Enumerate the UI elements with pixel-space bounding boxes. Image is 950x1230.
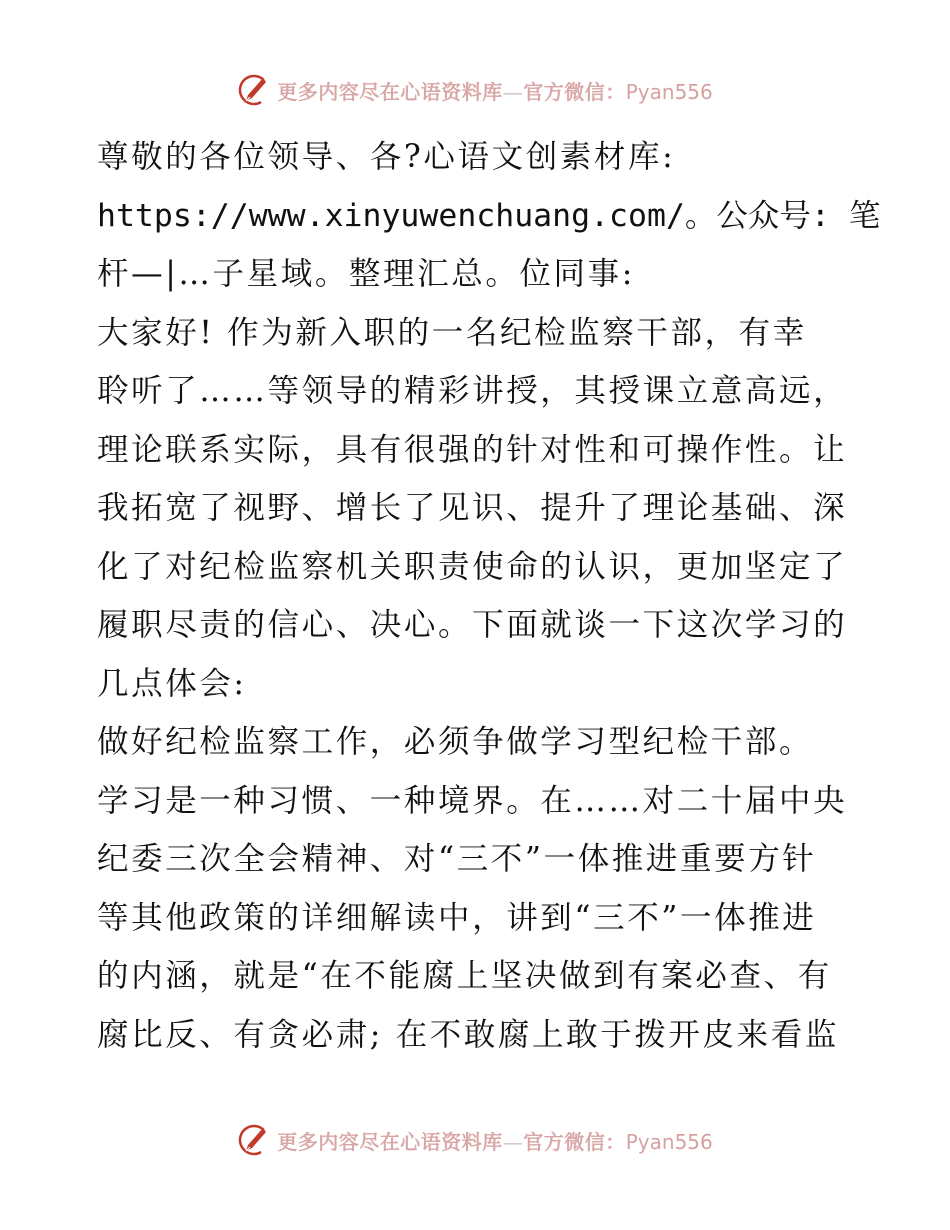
quill-pen-logo-icon xyxy=(237,1123,271,1157)
text-line: 等其他政策的详细解读中，讲到“三不”一体推进 xyxy=(97,899,817,936)
banner-text xyxy=(277,1126,713,1155)
banner-contact-id: Pyan556 xyxy=(625,79,713,104)
text-line: 几点体会: xyxy=(97,665,247,702)
text-line: 化了对纪检监察机关职责使命的认识，更加坚定了 xyxy=(97,548,848,585)
banner-separator: — xyxy=(502,1129,524,1154)
paragraph-study xyxy=(97,713,867,1064)
paragraph-intro xyxy=(97,304,867,714)
text-line: 我拓宽了视野、增长了见识、提升了理论基础、深 xyxy=(97,490,848,526)
banner-brand-text: 更多内容尽在心语资料库 xyxy=(277,79,503,104)
text-line: 做好纪检监察工作，必须争做学习型纪检干部。 xyxy=(97,724,814,760)
paragraph-greeting xyxy=(97,128,881,304)
text-line: 杆—|…子星域。整理汇总。位同事: xyxy=(97,256,635,292)
text-line: 纪委三次全会精神、对“三不”一体推进重要方针 xyxy=(97,841,817,877)
text-line: 大家好! 作为新入职的一名纪检监察干部，有幸 xyxy=(97,314,807,351)
text-line: 履职尽责的信心、决心。下面就谈一下这次学习的 xyxy=(97,607,848,643)
banner-brand-text: 更多内容尽在心语资料库 xyxy=(277,1129,503,1154)
banner-contact-label: 官方微信： xyxy=(523,1129,626,1154)
banner-contact-id: Pyan556 xyxy=(625,1129,713,1154)
banner-text xyxy=(277,76,713,105)
banner-separator: — xyxy=(502,79,524,104)
text-line-url: https://www.xinyuwenchuang.com/。公众号: 笔 xyxy=(97,197,881,234)
banner-contact-label: 官方微信： xyxy=(523,79,626,104)
text-line: 学习是一种习惯、一种境界。在……对二十届中央 xyxy=(97,782,848,819)
document-body xyxy=(97,128,881,1064)
text-line: 腐比反、有贪必肃; 在不敢腐上敢于拨开皮来看监 xyxy=(97,1016,839,1053)
quill-pen-logo-icon xyxy=(237,73,271,107)
header-watermark xyxy=(0,70,950,110)
text-line: 尊敬的各位领导、各?心语文创素材库: xyxy=(97,139,676,175)
footer-watermark xyxy=(0,1120,950,1160)
text-line: 理论联系实际，具有很强的针对性和可操作性。让 xyxy=(97,431,848,468)
text-line: 聆听了……等领导的精彩讲授，其授课立意高远， xyxy=(97,373,848,409)
text-line: 的内涵，就是“在不能腐上坚决做到有案必查、有 xyxy=(97,958,832,994)
